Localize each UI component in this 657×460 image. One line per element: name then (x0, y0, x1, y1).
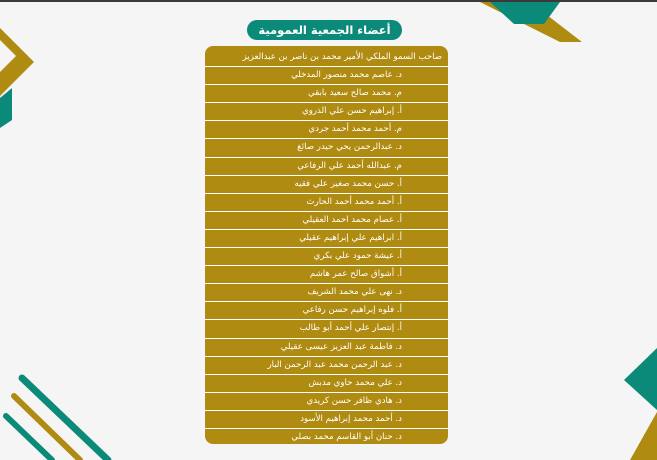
member-row: د. نهى علي محمد الشريف (205, 284, 448, 302)
page-title: أعضاء الجمعية العمومية (247, 20, 402, 40)
member-row: أ. ابراهيم علي إبراهيم عقيلي (205, 230, 448, 248)
member-row: أ. إنتصار علي أحمد أبو طالب (205, 320, 448, 338)
member-row: أ. أحمد محمد أحمد الحارث (205, 194, 448, 212)
member-row: د. عاصم محمد منصور المدخلي (205, 67, 448, 85)
member-row: م. محمد صالح سعيد بابقي (205, 85, 448, 103)
member-row: أ. عصام محمد احمد العقيلي (205, 212, 448, 230)
member-row: د. عبدالرحمن يحي حيدر صائغ (205, 139, 448, 157)
members-list (205, 46, 448, 444)
member-row: أ. إبراهيم حسن علي الذروي (205, 103, 448, 121)
member-row: م. عبدالله أحمد علي الرفاعي (205, 158, 448, 176)
member-row: أ. حسن محمد صغير علي فقيه (205, 176, 448, 194)
top-left-decoration (0, 0, 60, 130)
bottom-left-decoration (0, 360, 120, 460)
bottom-right-decoration (610, 340, 657, 460)
member-row: د. فاطمة عبد العزيز عيسى عقيلي (205, 339, 448, 357)
member-row: د. عبد الرحمن محمد عبد الرحمن البار (205, 357, 448, 375)
member-row: د. علي محمد حاوي مدبش (205, 375, 448, 393)
member-row: أ. أشواق صالح عمر هاشم (205, 266, 448, 284)
member-row: م. أحمد محمد أحمد جردي (205, 121, 448, 139)
member-row: صاحب السمو الملكي الأمير محمد بن ناصر بن عبدالعزيز (205, 49, 448, 67)
member-row: د. حنان أبو القاسم محمد بصلي (291, 431, 402, 442)
member-row: أ. فلوه إبراهيم حسن رفاعي (205, 302, 448, 320)
top-right-decoration (470, 0, 657, 60)
member-row: أ. عيشة حمود علي بكري (205, 248, 448, 266)
member-row: د. هادي ظافر حسن كريدي (205, 393, 448, 411)
member-row: د. أحمد محمد إبراهيم الأسود (205, 411, 448, 429)
